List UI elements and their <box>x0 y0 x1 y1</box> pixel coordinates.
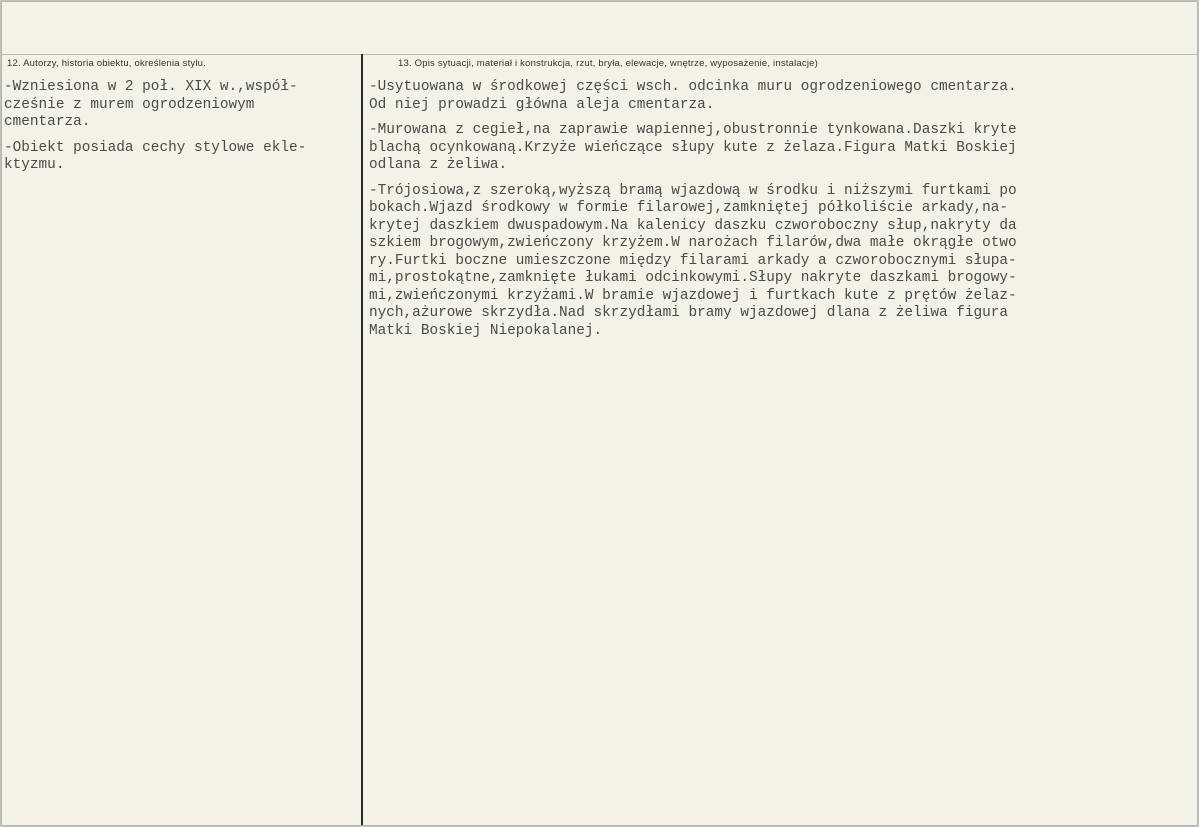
text-line: -Murowana z cegieł,na zaprawie wapiennej,obustronnie tynkowana.Daszki kryte <box>369 122 1017 138</box>
text-line: -Obiekt posiada cechy stylowe ekle- <box>4 139 307 156</box>
description-paragraph <box>369 183 1189 341</box>
description-paragraph <box>369 79 1189 114</box>
section-13-heading: 13. Opis sytuacji, materiał i konstrukcja, rzut, bryła, elewacje, wnętrze, wyposażenie, instalacje) <box>398 58 819 69</box>
section-12-heading: 12. Autorzy, historia obiektu, określenia stylu. <box>7 58 206 69</box>
history-paragraph <box>4 79 360 132</box>
text-line: Matki Boskiej Niepokalanej. <box>369 322 603 339</box>
description-column <box>369 79 1189 348</box>
text-line: mi,prostokątne,zamknięte łukami odcinkowymi.Słupy nakryte daszkami brogowy- <box>369 270 1017 286</box>
text-line: Od niej prowadzi główna aleja cmentarza. <box>369 96 715 113</box>
description-paragraph <box>369 122 1189 175</box>
text-line: -Wzniesiona w 2 poł. XIX w.,współ- <box>4 79 298 95</box>
text-line: cmentarza. <box>4 114 91 130</box>
text-line: blachą ocynkowaną.Krzyże wieńczące słupy kute z żelaza.Figura Matki Boskiej <box>369 139 1017 156</box>
text-line: nych,ażurowe skrzydła.Nad skrzydłami bramy wjazdowej dlana z żeliwa figura <box>369 305 1009 321</box>
text-line: krytej daszkiem dwuspadowym.Na kalenicy daszku czworoboczny słup,nakryty da <box>369 217 1017 234</box>
text-line: mi,zwieńczonymi krzyżami.W bramie wjazdowej i furtkach kute z prętów żelaz- <box>369 287 1017 304</box>
text-line: odlana z żeliwa. <box>369 157 508 173</box>
column-divider <box>361 54 363 825</box>
history-column <box>4 79 360 183</box>
record-card <box>2 2 1197 825</box>
history-paragraph <box>4 140 360 175</box>
text-line: -Usytuowana w środkowej części wsch. odcinka muru ogrodzeniowego cmentarza. <box>369 79 1017 95</box>
text-line: szkiem brogowym,zwieńczony krzyżem.W narożach filarów,dwa małe okrągłe otwo <box>369 235 1017 251</box>
text-line: -Trójosiowa,z szeroką,wyższą bramą wjazdową w środku i niższymi furtkami po <box>369 182 1017 199</box>
header-rule <box>2 54 1197 55</box>
text-line: cześnie z murem ogrodzeniowym <box>4 96 255 113</box>
text-line: ktyzmu. <box>4 157 65 173</box>
text-line: bokach.Wjazd środkowy w formie filarowej,zamkniętej półkoliście arkady,na- <box>369 200 1009 216</box>
text-line: ry.Furtki boczne umieszczone między filarami arkady a czworobocznymi słupa- <box>369 252 1017 269</box>
